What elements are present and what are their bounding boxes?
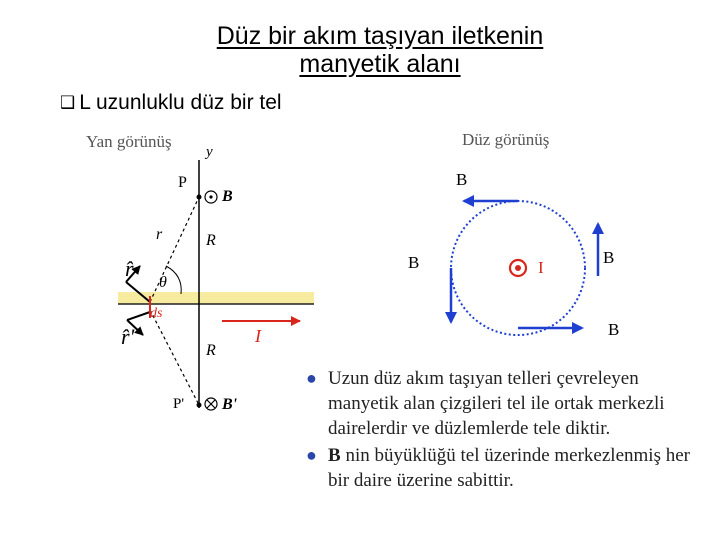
dashed-line-to-p — [150, 197, 199, 302]
r-distance-label: r — [156, 226, 163, 243]
bullet-dot-icon: ● — [306, 368, 317, 388]
checkbox-bullet-icon: ❑ — [60, 93, 76, 113]
title-line-2: manyetik alanı — [299, 50, 461, 78]
field-b-prime-label: B' — [222, 396, 238, 413]
b-left-label: B — [408, 253, 420, 272]
point-p-label: P — [178, 174, 187, 191]
R-distance-top-label: R — [206, 232, 216, 249]
bullet-text-1: Uzun düz akım taşıyan telleri çevreleyen manyetik alan çizgileri tel ile ortak merkezli dairelerdir ve düzlemlerde tele diktir. — [328, 368, 665, 439]
field-b-label: B — [222, 188, 233, 205]
b-top-label: B — [456, 170, 468, 189]
bullet-b-symbol: B — [328, 445, 341, 466]
side-current-label: I — [255, 326, 261, 346]
bullet-item — [300, 443, 710, 493]
top-view-title: Düz görünüş — [462, 130, 550, 149]
r-hat-prime-label: r̂' — [121, 324, 135, 349]
y-axis-label: y — [206, 144, 213, 160]
bullet-dot-icon: ● — [306, 445, 317, 465]
theta-label: θ — [159, 274, 167, 291]
explanation-bullets — [300, 366, 710, 493]
point-p-prime-label: P' — [173, 396, 185, 412]
dashed-line-to-p-prime — [150, 310, 199, 405]
field-out-of-page-icon — [205, 191, 217, 203]
wire-cross-section-icon — [510, 260, 526, 276]
field-into-page-icon — [205, 398, 217, 410]
r-hat-prime-vector — [127, 312, 150, 320]
b-right-label: B — [603, 248, 615, 267]
side-view-title: Yan görünüş — [86, 132, 172, 151]
title-line-1: Düz bir akım taşıyan iletkenin — [216, 22, 544, 50]
theta-arc — [166, 266, 181, 294]
subtitle-text: L uzunluklu düz bir tel — [79, 91, 282, 114]
b-bottom-label: B — [608, 320, 620, 339]
bullet-item — [300, 366, 710, 441]
top-current-label: I — [538, 258, 544, 277]
ds-label: ds — [150, 306, 163, 321]
wire-band — [118, 292, 314, 304]
r-hat-label: r̂ — [125, 256, 134, 281]
R-distance-bottom-label: R — [206, 342, 216, 359]
bullet-text-2: nin büyüklüğü tel üzerinde merkezlenmiş her bir daire üzerine sabittir. — [328, 445, 690, 491]
